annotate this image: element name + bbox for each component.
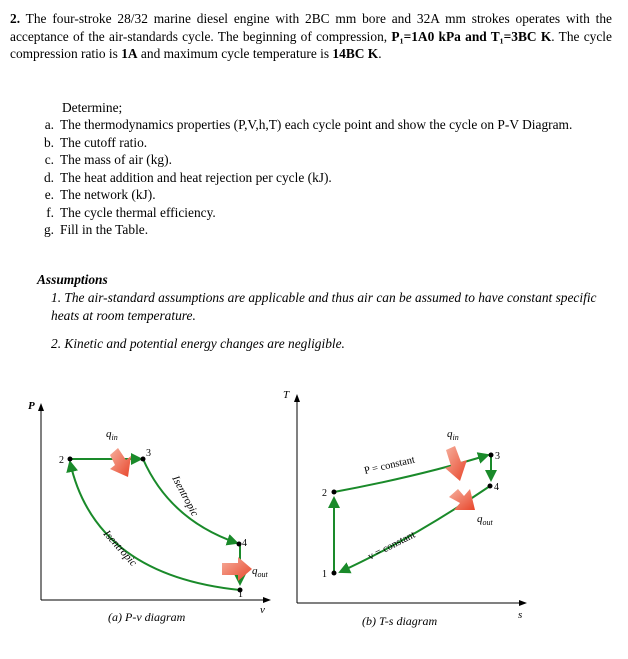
pv-qout-sub: out xyxy=(257,570,268,579)
assumption-1: 1. The air-standard assumptions are applicable and thus air can be assumed to have constant specific heats at room temperature. xyxy=(51,290,597,323)
ts-qout-arrow xyxy=(449,489,475,510)
pv-point-4 xyxy=(237,542,242,547)
ts-qout-q: q xyxy=(477,513,483,525)
item-letter: a. xyxy=(44,117,54,132)
ts-x-arrow xyxy=(519,600,527,606)
pv-qin-sub: in xyxy=(111,433,118,442)
ts-point-2 xyxy=(332,490,337,495)
ts-qout-label xyxy=(477,513,494,527)
pv-caption: (a) P-v diagram xyxy=(108,610,186,624)
list-item xyxy=(38,169,600,187)
item-letter: c. xyxy=(44,152,54,167)
pv-y-arrow xyxy=(38,403,44,411)
ts-qout-sub: out xyxy=(482,518,493,527)
pv-point-3 xyxy=(141,457,146,462)
pv-label-3: 3 xyxy=(146,448,151,459)
assumptions-heading: Assumptions xyxy=(37,272,108,287)
ts-qin-label xyxy=(447,428,459,442)
list-item xyxy=(38,134,600,152)
pv-axis-p-label: P xyxy=(28,400,35,412)
pv-qout-label xyxy=(252,565,269,579)
pv-isentropic-lower: Isentropic xyxy=(100,527,140,569)
ts-caption: (b) T-s diagram xyxy=(362,614,438,628)
ts-axis-s-label: s xyxy=(518,609,523,621)
assumption-2: 2. Kinetic and potential energy changes are negligible. xyxy=(51,336,345,351)
max-temperature: 14BC K xyxy=(332,46,379,61)
ts-point-1 xyxy=(332,571,337,576)
item-text: The cycle thermal efficiency. xyxy=(60,204,216,220)
list-item xyxy=(38,186,600,204)
ts-y-arrow xyxy=(294,394,300,402)
pv-qin-q: q xyxy=(106,428,112,440)
ts-v-constant: v = constant xyxy=(366,529,418,563)
pv-qout-q: q xyxy=(252,565,258,577)
ts-label-2: 2 xyxy=(322,488,327,499)
question-number: 2. xyxy=(10,11,21,26)
item-text: The thermodynamics properties (P,V,h,T) each cycle point and show the cycle on P-V Diagram. xyxy=(60,117,573,132)
question-text xyxy=(10,10,612,63)
ts-point-3 xyxy=(489,453,494,458)
ts-label-3: 3 xyxy=(495,451,500,462)
ts-qin-arrow xyxy=(445,446,467,481)
ts-p-constant: P = constant xyxy=(363,454,416,477)
item-letter: e. xyxy=(44,187,54,202)
pv-qout-arrow xyxy=(222,557,252,581)
initial-state: P₁=1A0 kPa and T₁=3BC K xyxy=(391,28,552,44)
item-text: The mass of air (kg). xyxy=(60,152,172,167)
list-item xyxy=(38,116,600,134)
pv-axis-v-label: v xyxy=(260,604,265,616)
pv-qin-label xyxy=(106,428,118,442)
item-letter: b. xyxy=(43,134,54,150)
determine-list xyxy=(38,116,600,239)
item-letter: f. xyxy=(46,204,54,220)
pv-label-2: 2 xyxy=(59,455,64,466)
item-text: The heat addition and heat rejection per cycle (kJ). xyxy=(60,169,332,185)
ts-diagram xyxy=(283,389,527,628)
pv-diagram xyxy=(28,400,271,624)
pv-label-4: 4 xyxy=(242,538,247,549)
question-text-part-1: The four-stroke 28/32 marine diesel engine with 2BC mm bore and 32A mm strokes operates with the acceptance of the air-standards cycle. The beginning of compression, xyxy=(10,11,612,44)
determine-heading: Determine; xyxy=(62,100,123,115)
ts-qin-sub: in xyxy=(452,433,459,442)
pv-label-1: 1 xyxy=(238,589,243,600)
pv-point-2 xyxy=(68,457,73,462)
list-item xyxy=(38,204,600,222)
ts-qin-q: q xyxy=(447,428,453,440)
list-item xyxy=(38,221,600,239)
pv-isentropic-upper: Isentropic xyxy=(169,473,201,519)
list-item xyxy=(38,151,600,169)
ts-label-1: 1 xyxy=(322,569,327,580)
question-text-part-3: . The cycle compression ratio is xyxy=(10,28,612,61)
item-text: Fill in the Table. xyxy=(60,222,149,237)
compression-ratio: 1A xyxy=(121,46,138,61)
cycle-diagrams xyxy=(0,380,628,659)
ts-point-4 xyxy=(488,484,493,489)
item-text: The cutoff ratio. xyxy=(60,134,148,150)
item-letter: g. xyxy=(43,222,54,237)
question-text-part-7: . xyxy=(378,46,382,61)
question-text-part-5: and maximum cycle temperature is xyxy=(137,46,333,61)
pv-qin-arrow xyxy=(110,448,131,477)
item-text: The network (kJ). xyxy=(60,187,156,202)
ts-label-4: 4 xyxy=(494,482,499,493)
item-letter: d. xyxy=(43,169,54,185)
pv-x-arrow xyxy=(263,597,271,603)
ts-axis-t-label: T xyxy=(283,389,290,401)
